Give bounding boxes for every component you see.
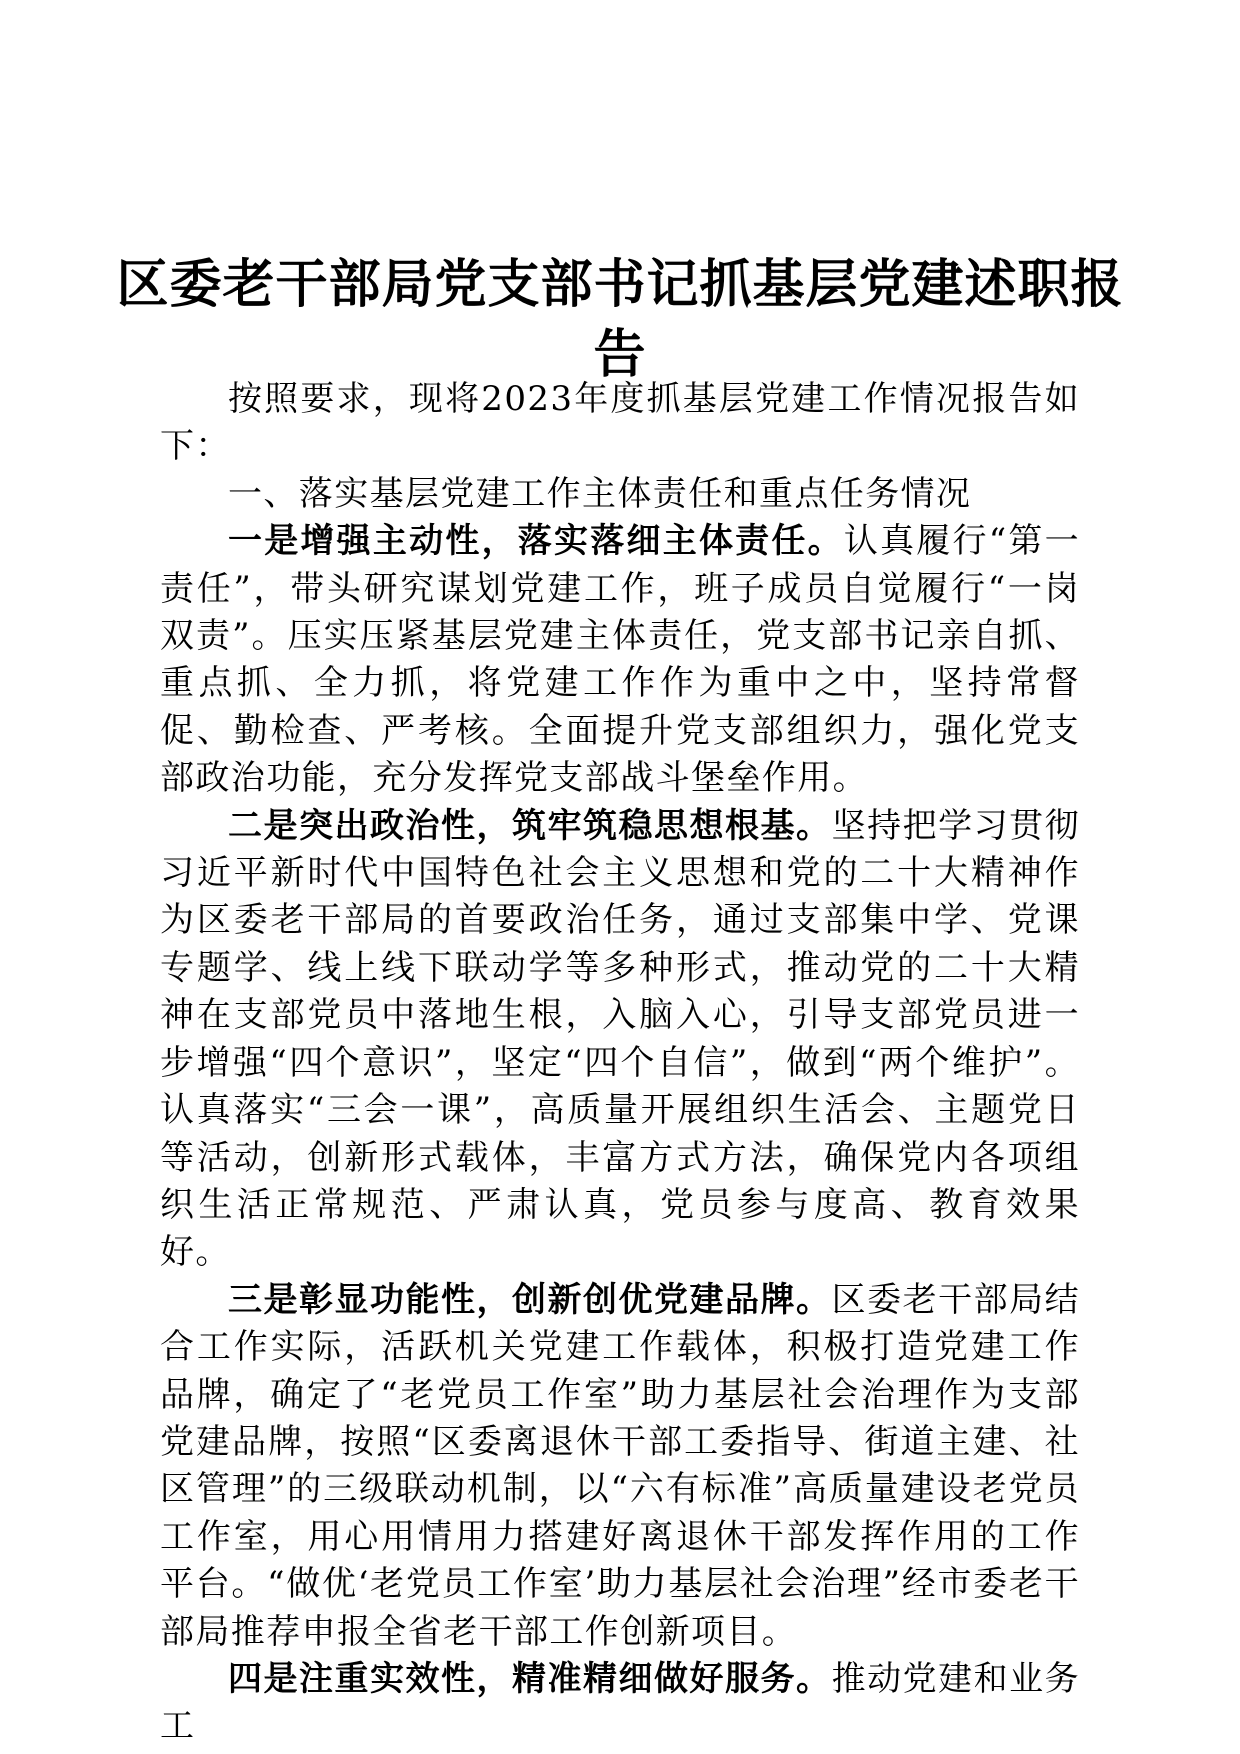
document-body	[160, 376, 1080, 1751]
document-title: 区委老干部局党支部书记抓基层党建述职报告	[116, 254, 1124, 385]
paragraph-text: 区委老干部局结合工作实际，活跃机关党建工作载体，积极打造党建工作品牌，确定了“老党员工作室”助力基层社会治理作为支部党建品牌，按照“区委离退休干部工委指导、街道主建、社区管理”的三级联动机制，以“六有标准”高质量建设老党员工作室，用心用情用力搭建好离退休干部发挥作用的工作平台。“做优‘老党员工作室’助力基层社会治理”经市委老干部局推荐申报全省老干部工作创新项目。	[160, 1279, 1080, 1652]
body-paragraph	[160, 518, 1080, 802]
paragraph-lead: 二是突出政治性，筑牢筑稳思想根基。	[228, 805, 832, 846]
body-paragraph	[160, 803, 1080, 1277]
body-paragraph	[160, 1656, 1080, 1751]
section-heading: 一、落实基层党建工作主体责任和重点任务情况	[228, 473, 972, 514]
paragraph-lead: 四是注重实效性，精准精细做好服务。	[228, 1658, 832, 1699]
body-paragraph	[160, 1277, 1080, 1656]
intro-paragraph: 按照要求，现将2023年度抓基层党建工作情况报告如下：	[160, 379, 1080, 467]
paragraph-text: 推动党建和业务工	[160, 1658, 1080, 1747]
paragraph-lead: 三是彰显功能性，创新创优党建品牌。	[228, 1279, 832, 1320]
paragraph-text: 坚持把学习贯彻习近平新时代中国特色社会主义思想和党的二十大精神作为区委老干部局的首要政治任务，通过支部集中学、党课专题学、线上线下联动学等多种形式，推动党的二十大精神在支部党员中落地生根，入脑入心，引导支部党员进一步增强“四个意识”，坚定“四个自信”，做到“两个维护”。认真落实“三会一课”，高质量开展组织生活会、主题党日等活动，创新形式载体，丰富方式方法，确保党内各项组织生活正常规范、严肃认真，党员参与度高、教育效果好。	[160, 805, 1080, 1273]
paragraph-text: 认真履行“第一责任”，带头研究谋划党建工作，班子成员自觉履行“一岗双责”。压实压紧基层党建主体责任，党支部书记亲自抓、重点抓、全力抓，将党建工作作为重中之中，坚持常督促、勤检查、严考核。全面提升党支部组织力，强化党支部政治功能，充分发挥党支部战斗堡垒作用。	[160, 521, 1080, 799]
paragraph-lead: 一是增强主动性，落实落细主体责任。	[228, 521, 844, 562]
